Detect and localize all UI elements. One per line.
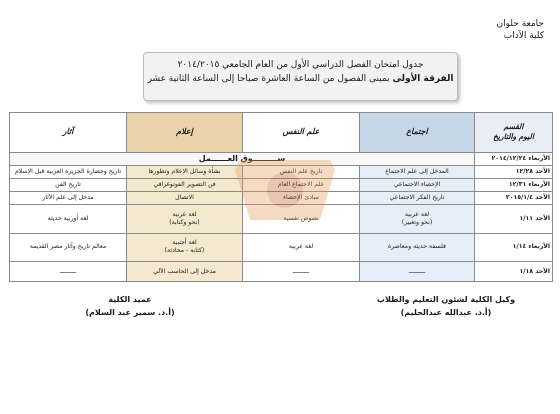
header-day — [475, 113, 553, 153]
sociology-exam-detail: (نحو وتعبير) — [401, 218, 433, 226]
row-date: الأحد ١/١١ — [475, 205, 553, 234]
media-exam-detail: (نحو وكتابة) — [169, 218, 200, 226]
psychology-exam: مبادئ الإحصاء — [243, 191, 360, 204]
merged-exam-cell: ســـــــــوق العــــــمل — [10, 152, 475, 165]
row-date: الأربعاء ١٢/٣١ — [475, 178, 553, 191]
table-row — [10, 191, 553, 204]
header-psychology: علم النفس — [243, 113, 360, 153]
table-row — [10, 205, 553, 234]
psychology-exam: ـــــــــ — [243, 262, 360, 282]
schedule-title: جدول امتحان الفصل الدراسي الأول من العام الجامعي ٢٠١٤/٢٠١٥ — [177, 60, 424, 70]
vice-dean-name: (أ.د. عبدالله عبدالحليم) — [400, 308, 492, 317]
archaeology-exam: ـــــــــ — [10, 262, 127, 282]
header-date: اليوم والتاريخ — [493, 132, 534, 142]
header-department: القسم — [503, 122, 524, 132]
row-date: الأحد ٢٠١٥/١/٤ — [475, 191, 553, 204]
archaeology-exam: معالم تاريخ وآثار مصر القديمة — [10, 233, 127, 262]
sociology-exam: ـــــــــ — [360, 262, 475, 282]
psychology-exam: نصوص نفسية — [243, 205, 360, 234]
psychology-exam: علم الاجتماع العام — [243, 178, 360, 191]
media-exam-title: لغة أجنبية — [172, 239, 197, 247]
dean-title: عميد الكلية — [108, 295, 152, 304]
media-exam: فن التصوير الفوتوغرافي — [127, 178, 243, 191]
media-exam-title: لغة عربية — [172, 210, 197, 218]
sociology-exam: المدخل إلى علم الاجتماع — [360, 165, 475, 178]
row-date: الأحد ١٢/٢٨ — [475, 165, 553, 178]
vice-dean-signature — [356, 293, 536, 319]
dean-name: (أ.د. سمير عبد السلام) — [85, 308, 175, 317]
header-media: إعلام — [127, 113, 243, 153]
table-row — [10, 233, 553, 262]
media-exam — [127, 233, 243, 262]
sociology-exam — [360, 205, 475, 234]
schedule-title-box — [143, 52, 458, 101]
exam-schedule-table — [9, 112, 553, 282]
sociology-exam: الإحصاء الاجتماعي — [360, 178, 475, 191]
schedule-subtitle — [144, 72, 457, 86]
archaeology-exam: لغة أوربية حديثة — [10, 205, 127, 234]
archaeology-exam: تاريخ وحضارة الجزيرة العربية قبل الإسلام — [10, 165, 127, 178]
row-date: الأحد ١/١٨ — [475, 262, 553, 282]
header-archaeology: آثار — [10, 113, 127, 153]
vice-dean-title: وكيل الكلية لشئون التعليم والطلاب — [376, 295, 516, 304]
header-sociology: اجتماع — [360, 113, 475, 153]
table-row — [10, 165, 553, 178]
university-name: جامعة حلوان — [496, 19, 544, 29]
table-header-row — [10, 113, 553, 153]
row-date: الأربعاء ١/١٤ — [475, 233, 553, 262]
sociology-exam: فلسفة حديثة ومعاصرة — [360, 233, 475, 262]
table-row — [10, 178, 553, 191]
media-exam: مدخل إلى الحاسب الآلي — [127, 262, 243, 282]
university-header — [497, 18, 544, 42]
table-row — [10, 262, 553, 282]
archaeology-exam: مدخل إلى علم الآثار — [10, 191, 127, 204]
media-exam — [127, 205, 243, 234]
psychology-exam: لغة عربية — [243, 233, 360, 262]
sociology-exam: تاريخ الفكر الاجتماعي — [360, 191, 475, 204]
row-date: الأربعاء ٢٠١٤/١٢/٢٤ — [475, 152, 553, 165]
faculty-name: كلية الآداب — [503, 31, 544, 41]
psychology-exam: تاريخ علم النفس — [243, 165, 360, 178]
table-row — [10, 152, 553, 165]
media-exam: نشأة وسائل الإعلام وتطورها — [127, 165, 243, 178]
archaeology-exam: تاريخ الفن — [10, 178, 127, 191]
year-label: الفرقة الأولى — [392, 74, 454, 84]
media-exam-detail: (كتابة - محادثة) — [164, 247, 205, 255]
sociology-exam-title: لغة عربية — [404, 210, 430, 218]
dean-signature — [60, 293, 200, 319]
time-label: بمبنى الفصول من الساعة العاشرة صباحا إلى الساعة الثانية عشر — [147, 74, 393, 84]
media-exam: الاتصال — [127, 191, 243, 204]
